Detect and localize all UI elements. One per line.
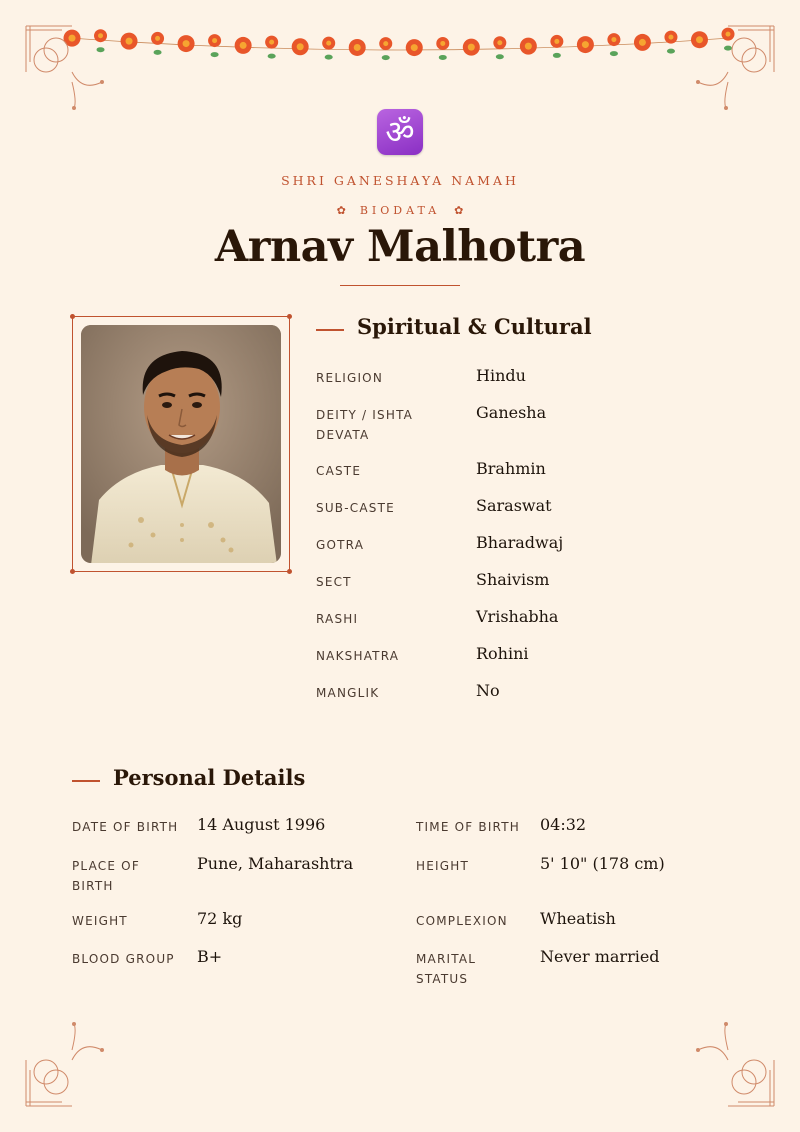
personal-label: WEIGHT [72,914,128,928]
personal-value: Never married [540,947,660,966]
flower-center-icon [354,44,361,51]
om-icon: ॐ [377,109,423,155]
personal-value: Wheatish [540,909,616,928]
personal-label: HEIGHT [416,859,469,873]
spiritual-value: Saraswat [476,496,552,515]
spiritual-value: Shaivism [476,570,550,589]
personal-section-header [72,765,305,790]
leaf-icon [154,50,162,55]
flower-center-icon [212,38,217,43]
personal-label: MARITAL STATUS [416,952,477,986]
spiritual-value: Bharadwaj [476,533,564,552]
frame-dot-icon [70,569,75,574]
personal-value: 72 kg [197,909,243,928]
flower-center-icon [440,41,445,46]
flower-center-icon [611,37,616,42]
personal-section-title: Personal Details [113,765,306,790]
flower-center-icon [126,38,133,45]
blessing-text: SHRI GANESHAYA NAMAH [281,173,519,188]
spiritual-section-header [316,314,592,339]
flower-center-icon [383,41,388,46]
spiritual-label: MANGLIK [316,686,380,700]
spiritual-value: Hindu [476,366,526,385]
leaf-icon [268,54,276,59]
personal-label: DATE OF BIRTH [72,820,179,834]
spiritual-label: DEITY / ISHTA DEVATA [316,408,414,442]
flower-center-icon [525,43,532,50]
flower-center-icon [240,42,247,49]
flower-center-icon [269,40,274,45]
biodata-label: BIODATA [359,204,441,217]
spiritual-label: NAKSHATRA [316,649,400,663]
corner-ornament-icon [22,22,112,112]
personal-value: 04:32 [540,815,587,834]
flower-center-icon [183,40,190,47]
spiritual-value: Brahmin [476,459,546,478]
leaf-icon [382,55,390,60]
frame-dot-icon [287,314,292,319]
leaf-icon [496,54,504,59]
spiritual-label: RASHI [316,612,359,626]
spiritual-label: SUB-CASTE [316,501,395,515]
leaf-icon [211,52,219,57]
spiritual-label: RELIGION [316,371,384,385]
spiritual-section-title: Spiritual & Cultural [357,314,592,339]
flower-center-icon [497,40,502,45]
personal-value: Pune, Maharashtra [197,854,354,873]
leaf-icon [439,55,447,60]
person-name: Arnav Malhotra [214,222,586,272]
portrait-photo [81,325,281,563]
leaf-icon [667,49,675,54]
section-bar [316,329,344,331]
personal-label: PLACE OF BIRTH [72,859,140,893]
frame-dot-icon [287,569,292,574]
flower-center-icon [554,39,559,44]
spiritual-label: GOTRA [316,538,365,552]
marigold-garland [0,0,800,90]
flower-icon: ✿ [336,204,346,217]
flower-center-icon [468,44,475,51]
personal-label: TIME OF BIRTH [416,820,520,834]
spiritual-value: Rohini [476,644,529,663]
spiritual-value: No [476,681,500,700]
personal-value: 5' 10" (178 cm) [540,854,665,873]
spiritual-value: Vrishabha [476,607,559,626]
frame-dot-icon [70,314,75,319]
section-bar [72,780,100,782]
leaf-icon [553,53,561,58]
biodata-subtitle [0,204,800,217]
personal-label: BLOOD GROUP [72,952,175,966]
corner-ornament-icon [22,1020,112,1110]
flower-center-icon [639,39,646,46]
flower-center-icon [155,36,160,41]
spiritual-label: SECT [316,575,352,589]
spiritual-value: Ganesha [476,403,547,422]
spiritual-label: CASTE [316,464,362,478]
flower-icon: ✿ [454,204,464,217]
corner-ornament-icon [688,22,778,112]
personal-value: B+ [197,947,223,966]
flower-center-icon [326,41,331,46]
personal-label: COMPLEXION [416,914,508,928]
leaf-icon [325,55,333,60]
flower-center-icon [582,41,589,48]
photo-frame [72,316,290,572]
personal-value: 14 August 1996 [197,815,326,834]
leaf-icon [610,51,618,56]
corner-ornament-icon [688,1020,778,1110]
flower-center-icon [411,44,418,51]
flower-center-icon [297,43,304,50]
name-divider [340,285,460,286]
portrait-photo-icon [81,325,281,563]
flower-center-icon [668,35,673,40]
